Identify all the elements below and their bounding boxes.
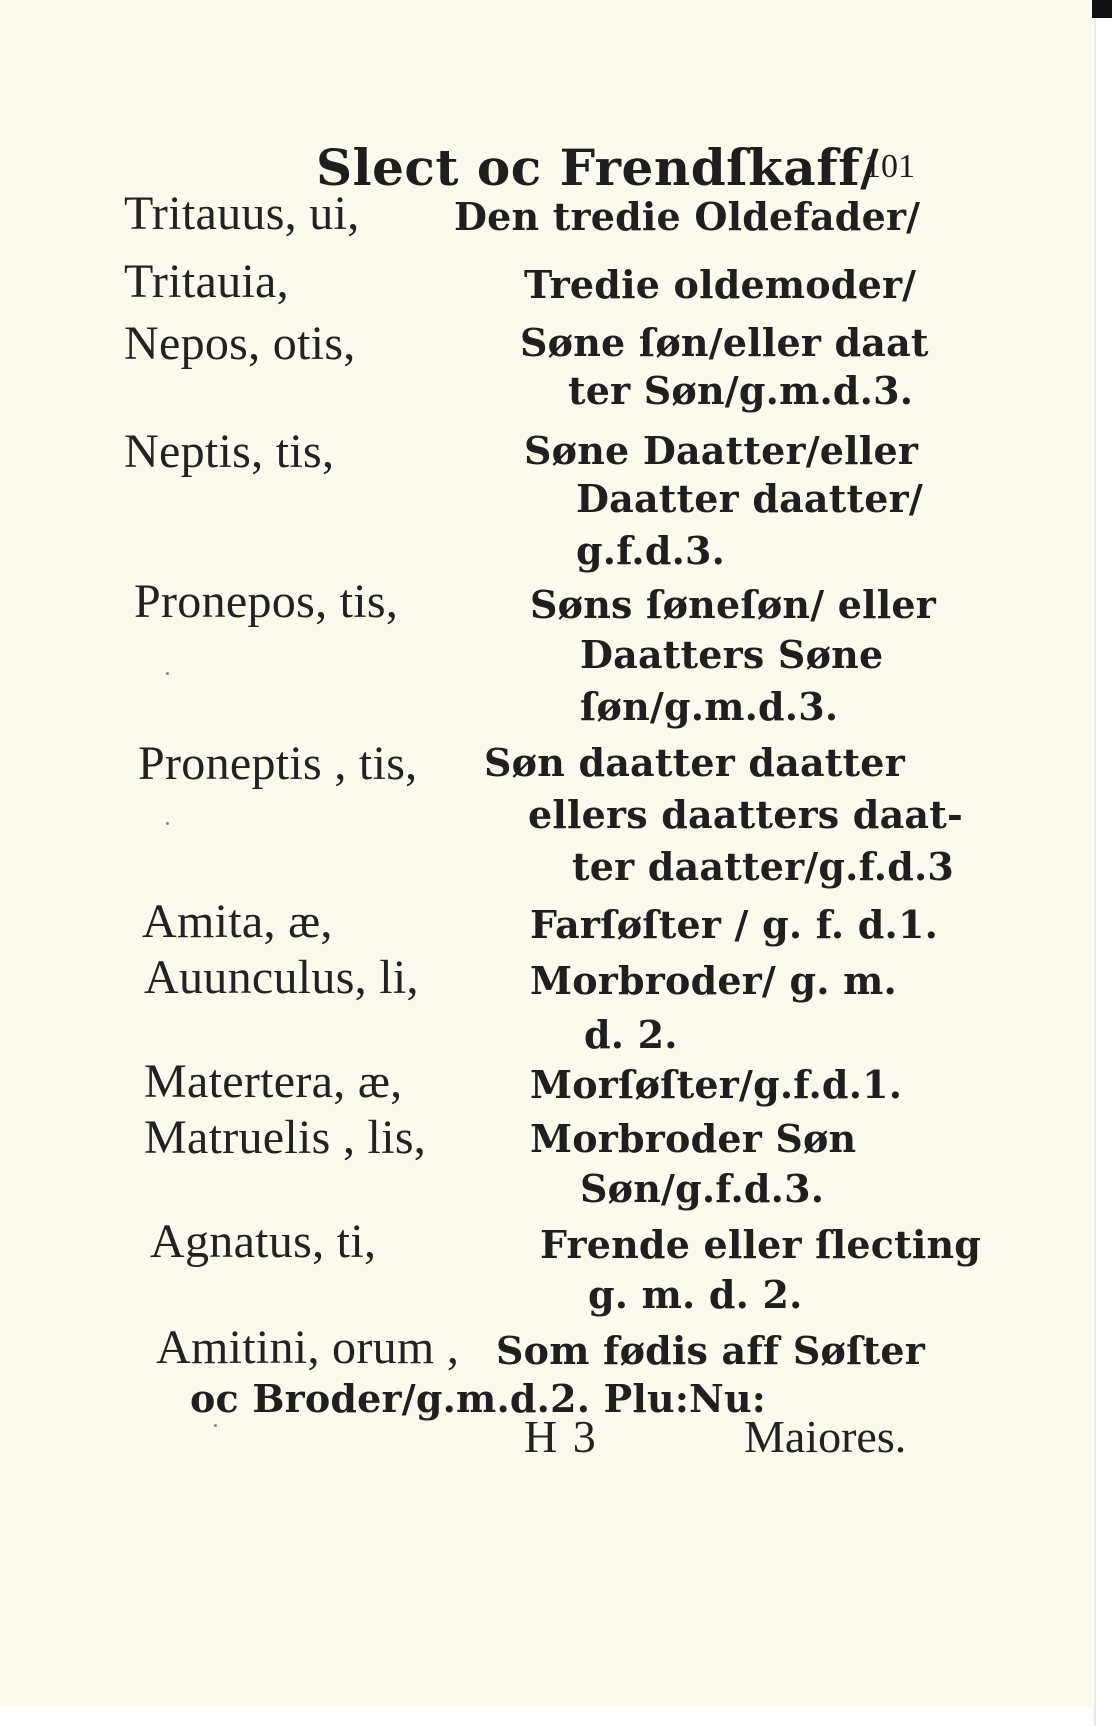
ink-speck bbox=[214, 1424, 217, 1427]
latin-term: Nepos, otis, bbox=[124, 317, 356, 370]
danish-gloss-line: ter daatter/g.f.d.3 bbox=[572, 844, 955, 889]
danish-gloss-line: Daatters Søne bbox=[580, 632, 884, 677]
danish-gloss-line: Morbroder/ g. m. bbox=[530, 958, 897, 1003]
latin-term: Auunculus, li, bbox=[144, 951, 419, 1004]
danish-gloss-line: Farſøſter / g. f. d.1. bbox=[530, 902, 939, 947]
latin-term: Amita, æ, bbox=[142, 895, 333, 948]
latin-term: Pronepos, tis, bbox=[134, 575, 399, 628]
latin-term: Matruelis , lis, bbox=[144, 1111, 427, 1164]
catchword: Maiores. bbox=[744, 1411, 907, 1462]
ink-speck bbox=[166, 672, 169, 675]
page-number: 101 bbox=[864, 148, 915, 185]
danish-gloss-line: Den tredie Oldefader/ bbox=[454, 194, 921, 239]
latin-term: Matertera, æ, bbox=[144, 1055, 403, 1108]
danish-gloss-line: ellers daatters daat- bbox=[528, 792, 963, 837]
ink-speck bbox=[166, 822, 169, 825]
danish-gloss-line: Som fødis aff Søſter bbox=[496, 1328, 925, 1373]
page-footer bbox=[524, 1410, 964, 1470]
signature-mark: H 3 bbox=[524, 1411, 598, 1462]
danish-gloss-line: d. 2. bbox=[584, 1012, 678, 1057]
danish-gloss-line: ter Søn/g.m.d.3. bbox=[568, 368, 914, 413]
latin-term: Amitini, orum , bbox=[156, 1321, 460, 1374]
latin-term: Neptis, tis, bbox=[124, 425, 335, 478]
danish-gloss-line: Frende eller ſlecting bbox=[540, 1222, 982, 1267]
latin-term: Tritauus, ui, bbox=[124, 187, 360, 240]
danish-gloss-line: Søne Daatter/eller bbox=[524, 428, 919, 473]
scan-corner-mark bbox=[1092, 0, 1112, 18]
danish-gloss-line: Morſøſter/g.f.d.1. bbox=[530, 1062, 903, 1107]
latin-term: Proneptis , tis, bbox=[138, 737, 418, 790]
danish-gloss-line: g. m. d. 2. bbox=[588, 1272, 803, 1317]
danish-gloss-line: Tredie oldemoder/ bbox=[524, 262, 917, 307]
danish-gloss-line: ſøn/g.m.d.3. bbox=[580, 684, 839, 729]
danish-gloss-line: g.f.d.3. bbox=[576, 528, 726, 573]
latin-term: Tritauia, bbox=[124, 255, 289, 308]
danish-gloss-line: Morbroder Søn bbox=[530, 1116, 857, 1161]
scan-edge bbox=[1094, 0, 1112, 1726]
danish-gloss-line: Søn/g.f.d.3. bbox=[580, 1166, 825, 1211]
latin-term: Agnatus, ti, bbox=[150, 1215, 377, 1268]
danish-gloss-line: Søns ſøneſøn/ eller bbox=[530, 582, 937, 627]
danish-gloss-line: Søn daatter daatter bbox=[484, 740, 905, 785]
page-title: Slect oc Frendſkaff/ bbox=[316, 138, 879, 197]
danish-gloss-line: oc Broder/g.m.d.2. Plu:Nu: bbox=[190, 1376, 767, 1421]
danish-gloss-line: Søne ſøn/eller daat bbox=[520, 320, 929, 365]
danish-gloss-line: Daatter daatter/ bbox=[576, 476, 923, 521]
